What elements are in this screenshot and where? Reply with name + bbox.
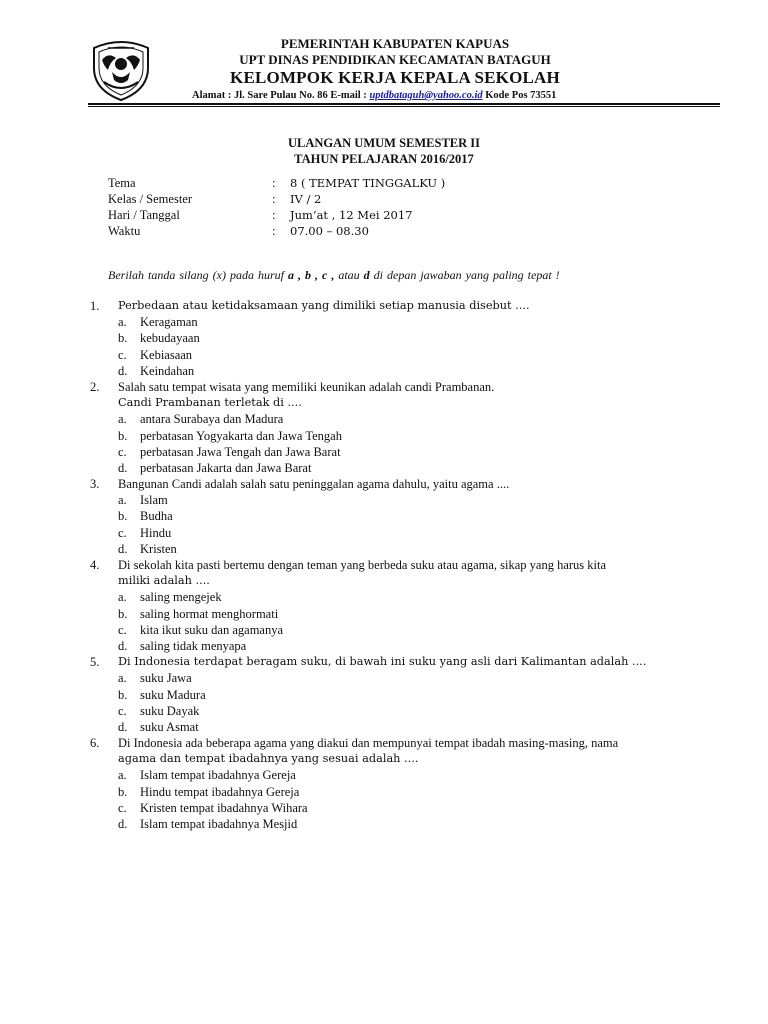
answer-option[interactable] <box>90 508 730 524</box>
address-prefix: Alamat : Jl. Sare Pulau No. 86 E-mail : <box>192 90 370 101</box>
question-text: Di Indonesia terdapat beragam suku, di bawah ini suku yang asli dari Kalimantan adalah .... <box>118 655 647 669</box>
info-label: Tema <box>108 176 136 190</box>
info-value: 8 ( TEMPAT TINGGALKU ) <box>290 176 446 190</box>
question-number: 5. <box>90 655 100 670</box>
exam-year: TAHUN PELAJARAN 2016/2017 <box>294 152 474 166</box>
option-letter: b. <box>118 509 128 524</box>
option-text: suku Dayak <box>140 703 200 718</box>
option-letter: b. <box>118 784 128 799</box>
question-line <box>90 557 730 573</box>
info-colon: : <box>272 224 276 238</box>
answer-option[interactable] <box>90 622 730 638</box>
letterhead-divider-thick <box>88 103 720 105</box>
option-letter: d. <box>118 638 128 653</box>
option-text: Budha <box>140 509 173 524</box>
address-suffix: Kode Pos 73551 <box>482 90 557 101</box>
instruction-text: di depan jawaban yang paling tepat ! <box>369 268 560 282</box>
email-link[interactable]: uptdbataguh@yahoo.co.id <box>369 90 483 101</box>
option-letter: a. <box>118 412 127 427</box>
exam-title: ULANGAN UMUM SEMESTER II <box>287 136 481 150</box>
answer-option[interactable] <box>90 703 730 719</box>
option-text: kita ikut suku dan agamanya <box>140 622 284 637</box>
answer-option[interactable] <box>90 460 730 476</box>
option-text: suku Asmat <box>140 719 199 734</box>
answer-option[interactable] <box>90 816 730 832</box>
instruction <box>108 268 560 283</box>
answer-option[interactable] <box>90 800 730 816</box>
option-text: perbatasan Yogyakarta dan Jawa Tengah <box>140 428 342 443</box>
answer-option[interactable] <box>90 638 730 654</box>
option-letter: d. <box>118 363 128 378</box>
question-text: Di Indonesia ada beberapa agama yang diakui dan mempunyai tempat ibadah masing-masing, nama <box>118 736 619 751</box>
question-text: Salah satu tempat wisata yang memiliki keunikan adalah candi Prambanan. <box>118 379 495 394</box>
question-line <box>90 379 730 395</box>
question-line <box>90 735 730 751</box>
option-text: Keragaman <box>140 315 198 330</box>
option-text: antara Surabaya dan Madura <box>140 412 284 427</box>
instruction-letter-d: d <box>363 268 370 282</box>
letterhead <box>0 30 768 110</box>
option-letter: c. <box>118 525 127 540</box>
question-number: 6. <box>90 736 100 751</box>
letterhead-government: PEMERINTAH KABUPATEN KAPUAS <box>280 36 510 51</box>
option-letter: b. <box>118 687 128 702</box>
letterhead-office: UPT DINAS PENDIDIKAN KECAMATAN BATAGUH <box>239 52 551 67</box>
option-letter: c. <box>118 622 127 637</box>
option-letter: a. <box>118 590 127 605</box>
option-text: Islam <box>140 493 168 508</box>
answer-option[interactable] <box>90 411 730 427</box>
option-letter: d. <box>118 460 128 475</box>
option-letter: d. <box>118 719 128 734</box>
option-text: Islam tempat ibadahnya Gereja <box>140 768 296 783</box>
option-text: saling mengejek <box>140 590 222 605</box>
question-line <box>90 476 730 492</box>
letterhead-address <box>150 90 710 101</box>
option-text: Islam tempat ibadahnya Mesjid <box>140 817 298 831</box>
option-letter: a. <box>118 671 127 686</box>
option-text: Hindu <box>140 525 172 540</box>
option-letter: b. <box>118 606 128 621</box>
info-label: Hari / Tanggal <box>108 208 180 222</box>
question-text: Candi Prambanan terletak di .... <box>118 396 302 410</box>
answer-option[interactable] <box>90 606 730 622</box>
answer-option[interactable] <box>90 589 730 605</box>
answer-option[interactable] <box>90 719 730 735</box>
question-text: agama dan tempat ibadahnya yang sesuai adalah .... <box>118 752 419 766</box>
option-letter: c. <box>118 703 127 718</box>
question-line <box>90 654 730 670</box>
option-letter: b. <box>118 331 128 346</box>
answer-option[interactable] <box>90 428 730 444</box>
question-text: Perbedaan atau ketidaksamaan yang dimiliki setiap manusia disebut .... <box>118 299 530 312</box>
question-text: miliki adalah .... <box>118 574 210 588</box>
answer-option[interactable] <box>90 363 730 379</box>
instruction-text: Berilah tanda silang (x) pada huruf <box>108 268 288 282</box>
answer-option[interactable] <box>90 347 730 363</box>
option-text: saling tidak menyapa <box>140 638 247 653</box>
option-text: saling hormat menghormati <box>140 606 279 621</box>
option-letter: c. <box>118 347 127 362</box>
question-list <box>90 298 730 832</box>
info-colon: : <box>272 208 276 222</box>
question-line <box>90 573 730 589</box>
answer-option[interactable] <box>90 314 730 330</box>
instruction-letters: a , b , c , <box>288 268 335 282</box>
info-label: Waktu <box>108 224 141 238</box>
info-colon: : <box>272 176 276 190</box>
question-line <box>90 751 730 767</box>
answer-option[interactable] <box>90 525 730 541</box>
answer-option[interactable] <box>90 330 730 346</box>
option-text: perbatasan Jakarta dan Jawa Barat <box>140 460 312 475</box>
option-text: Kebiasaan <box>140 347 193 362</box>
option-text: kebudayaan <box>140 331 200 346</box>
question-number: 3. <box>90 477 100 492</box>
option-letter: d. <box>118 817 128 831</box>
answer-option[interactable] <box>90 767 730 783</box>
info-value: 07.00 – 08.30 <box>290 224 369 238</box>
letterhead-divider-thin <box>88 106 720 107</box>
option-text: Kristen tempat ibadahnya Wihara <box>140 800 308 815</box>
option-text: Kristen <box>140 541 177 556</box>
option-letter: a. <box>118 768 127 783</box>
info-label: Kelas / Semester <box>108 192 193 206</box>
regency-emblem-icon <box>88 38 154 102</box>
option-text: Hindu tempat ibadahnya Gereja <box>140 784 300 799</box>
question-line <box>90 298 730 314</box>
info-value: Jum’at , 12 Mei 2017 <box>290 208 413 222</box>
info-value: IV / 2 <box>290 192 322 206</box>
option-letter: c. <box>118 800 127 815</box>
question-text: Bangunan Candi adalah salah satu peninggalan agama dahulu, yaitu agama .... <box>118 477 510 492</box>
option-text: suku Madura <box>140 687 206 702</box>
info-colon: : <box>272 192 276 206</box>
option-text: perbatasan Jawa Tengah dan Jawa Barat <box>140 444 341 459</box>
answer-option[interactable] <box>90 687 730 703</box>
question-text: Di sekolah kita pasti bertemu dengan teman yang berbeda suku atau agama, sikap yang harus kita <box>118 558 607 572</box>
question-number: 1. <box>90 299 100 313</box>
letterhead-group: KELOMPOK KERJA KEPALA SEKOLAH <box>230 68 560 87</box>
option-letter: a. <box>118 493 127 508</box>
option-text: Keindahan <box>140 363 195 378</box>
question-number: 4. <box>90 558 100 572</box>
option-letter: d. <box>118 541 128 556</box>
answer-option[interactable] <box>90 541 730 557</box>
option-letter: c. <box>118 444 127 459</box>
option-letter: b. <box>118 428 128 443</box>
answer-option[interactable] <box>90 492 730 508</box>
question-number: 2. <box>90 379 100 394</box>
option-letter: a. <box>118 315 127 330</box>
answer-option[interactable] <box>90 670 730 686</box>
answer-option[interactable] <box>90 784 730 800</box>
option-text: suku Jawa <box>140 671 192 686</box>
answer-option[interactable] <box>90 444 730 460</box>
instruction-text: atau <box>334 268 364 282</box>
question-line <box>90 395 730 411</box>
